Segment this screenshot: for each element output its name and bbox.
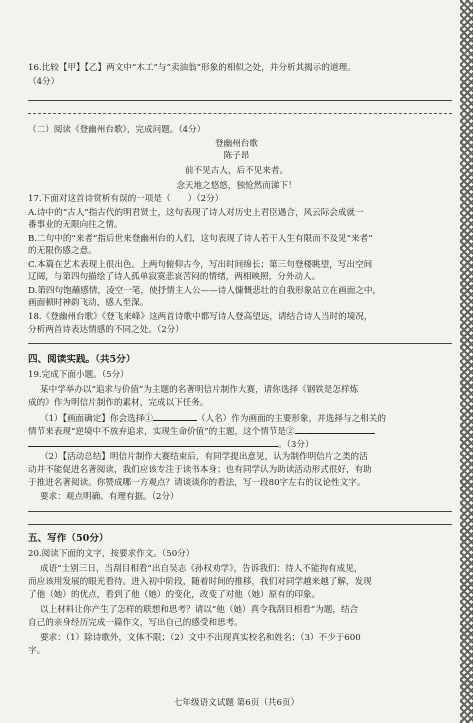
- q17-option-b-cont: 的无限伤感之意。: [28, 246, 97, 256]
- q17-option-b: B.二句中的“来者”指后世来登幽州台的人们，这句表现了诗人若干人生有限而不及见“来者”: [28, 234, 373, 244]
- q19: 19.完成下面小题。（5分）: [28, 370, 129, 380]
- q20: 20.阅读下面的文字，按要求作文。（50分）: [28, 549, 195, 559]
- q17-option-d-cont: 画面顿时神韵飞动，感人至深。: [28, 298, 149, 308]
- q19-task1-score: 。（3分）: [278, 440, 314, 450]
- q19-task1-cont: [28, 424, 452, 438]
- q16-line2: （4分）: [28, 77, 60, 87]
- q18-line2: 分析两首诗表达情感的不同之处。（2分）: [28, 325, 184, 335]
- binding-edge: [460, 0, 473, 723]
- q17: 17.下面对这首诗赏析有误的一项是（ ）（2分）: [28, 194, 224, 204]
- answer-line: [28, 524, 452, 525]
- q17-option-a-cont: 番事业的无限向往之情。: [28, 220, 123, 230]
- q20-prompt: 以上材料让你产生了怎样的联想和思考？请以“他（她）真令我刮目相看”为题，结合: [40, 605, 359, 615]
- answer-line: [28, 511, 452, 512]
- q19-task2-req: 要求：观点明确、有理有据。（2分）: [40, 492, 179, 502]
- q19-task1-end: [28, 437, 452, 451]
- q17-option-a: A.诗中的“古人”指古代的明君贤士，这句表现了诗人对历史上君臣遇合，风云际会成就一: [28, 208, 364, 218]
- blank-2-cont: [28, 437, 278, 447]
- poem-title: 登幽州台歌: [215, 139, 258, 149]
- poem-verse-1: 前不见古人，后不见来者。: [184, 166, 289, 176]
- q19-task2-cont2: 于推进名著阅读。你赞成哪一方观点？请谈谈你的看法，写一段80字左右的议论性文字。: [28, 478, 366, 488]
- q20-material-cont1: 而应该用发展的眼光看待。进入初中阶段，随着时间的推移，我们对同学越来越了解，发现: [28, 577, 372, 587]
- q20-prompt-cont: 自己的亲身经历完成一篇作文，写出自己的感受和思考。: [28, 618, 243, 628]
- section2-heading: （二）阅读《登幽州台歌》，完成问题。（4分）: [28, 125, 206, 135]
- answer-line: [28, 343, 452, 344]
- page-footer: 七年级语文试题 第6页（共6页）: [173, 698, 300, 708]
- blank-1: [153, 411, 197, 421]
- q18-line1: 18.《登幽州台歌》《登飞来峰》这两首诗歌中都写诗人登高望远，请结合诗人当时的境况，: [28, 312, 373, 322]
- q17-option-d: D.第四句饱蘸感情，凌空一笔，使抒情主人公——诗人慷慨悲壮的自我形象站立在画面之中，: [28, 286, 382, 296]
- q20-material-cont2: 了他（她）的优点，看到了他（她）的变化，改变了对他（她）原有的印象。: [28, 590, 321, 600]
- q19-task1: [40, 411, 452, 425]
- q17-option-c: C.本篇在艺术表现上很出色。上两句俯仰古今，写出时间绵长；第三句登楼眺望，写出空间: [28, 260, 373, 270]
- q19-task1-c: 情节来表现“逆境中不放弃追求，实现生命价值”的主题，这个情节是②: [28, 427, 295, 437]
- poem-author: 陈子昂: [223, 151, 250, 161]
- q19-intro-cont: 成的》作为明信片制作的素材，完成以下任务。: [28, 398, 209, 408]
- q19-task2: （2）【活动总结】明信片制作大赛结束后，有同学提出意见，认为制作明信片之类的活: [40, 452, 368, 462]
- q19-task1-b: （人名）作为画面的主要形象，并选择与之相关的: [196, 414, 386, 424]
- q20-requirements-cont: 字。: [28, 646, 46, 656]
- q19-task1-a: （1）【画面确定】你会选择①: [40, 414, 153, 424]
- poem-verse-2: 念天地之悠悠，独怆然而涕下！: [176, 181, 297, 191]
- section-divider: [28, 113, 452, 114]
- q20-material: 成语“士别三日，当刮目相看”出自吴志《孙权劝学》，告诉我们：待人不能拘有成见，: [40, 564, 363, 574]
- q16-line1: 16.比较【甲】【乙】两文中“木工”与“卖油翁”形象的相似之处，并分析其揭示的道理。: [28, 63, 356, 73]
- blank-2: [295, 424, 375, 434]
- section5-heading: 五、写作（50分）: [28, 533, 109, 544]
- q19-intro: 某中学举办以“追求与价值”为主题的名著明信片制作大赛，请你选择《钢铁是怎样炼: [40, 385, 359, 395]
- q17-option-c-cont: 辽阔，与第四句描绘了诗人孤单寂寞悲哀苦闷的情绪，两相映照，分外动人。: [28, 272, 321, 282]
- answer-line: [28, 100, 452, 101]
- q19-task2-cont1: 动并不能促进名著阅读，我们应该专注于读书本身；也有同学认为助读活动形式很好，有助: [28, 465, 372, 475]
- section4-heading: 四、阅读实践。（共5分）: [28, 354, 136, 365]
- q20-requirements: 要求：（1）除诗歌外，文体不限；（2）文中不出现真实校名和姓名；（3）不少于600: [40, 633, 361, 643]
